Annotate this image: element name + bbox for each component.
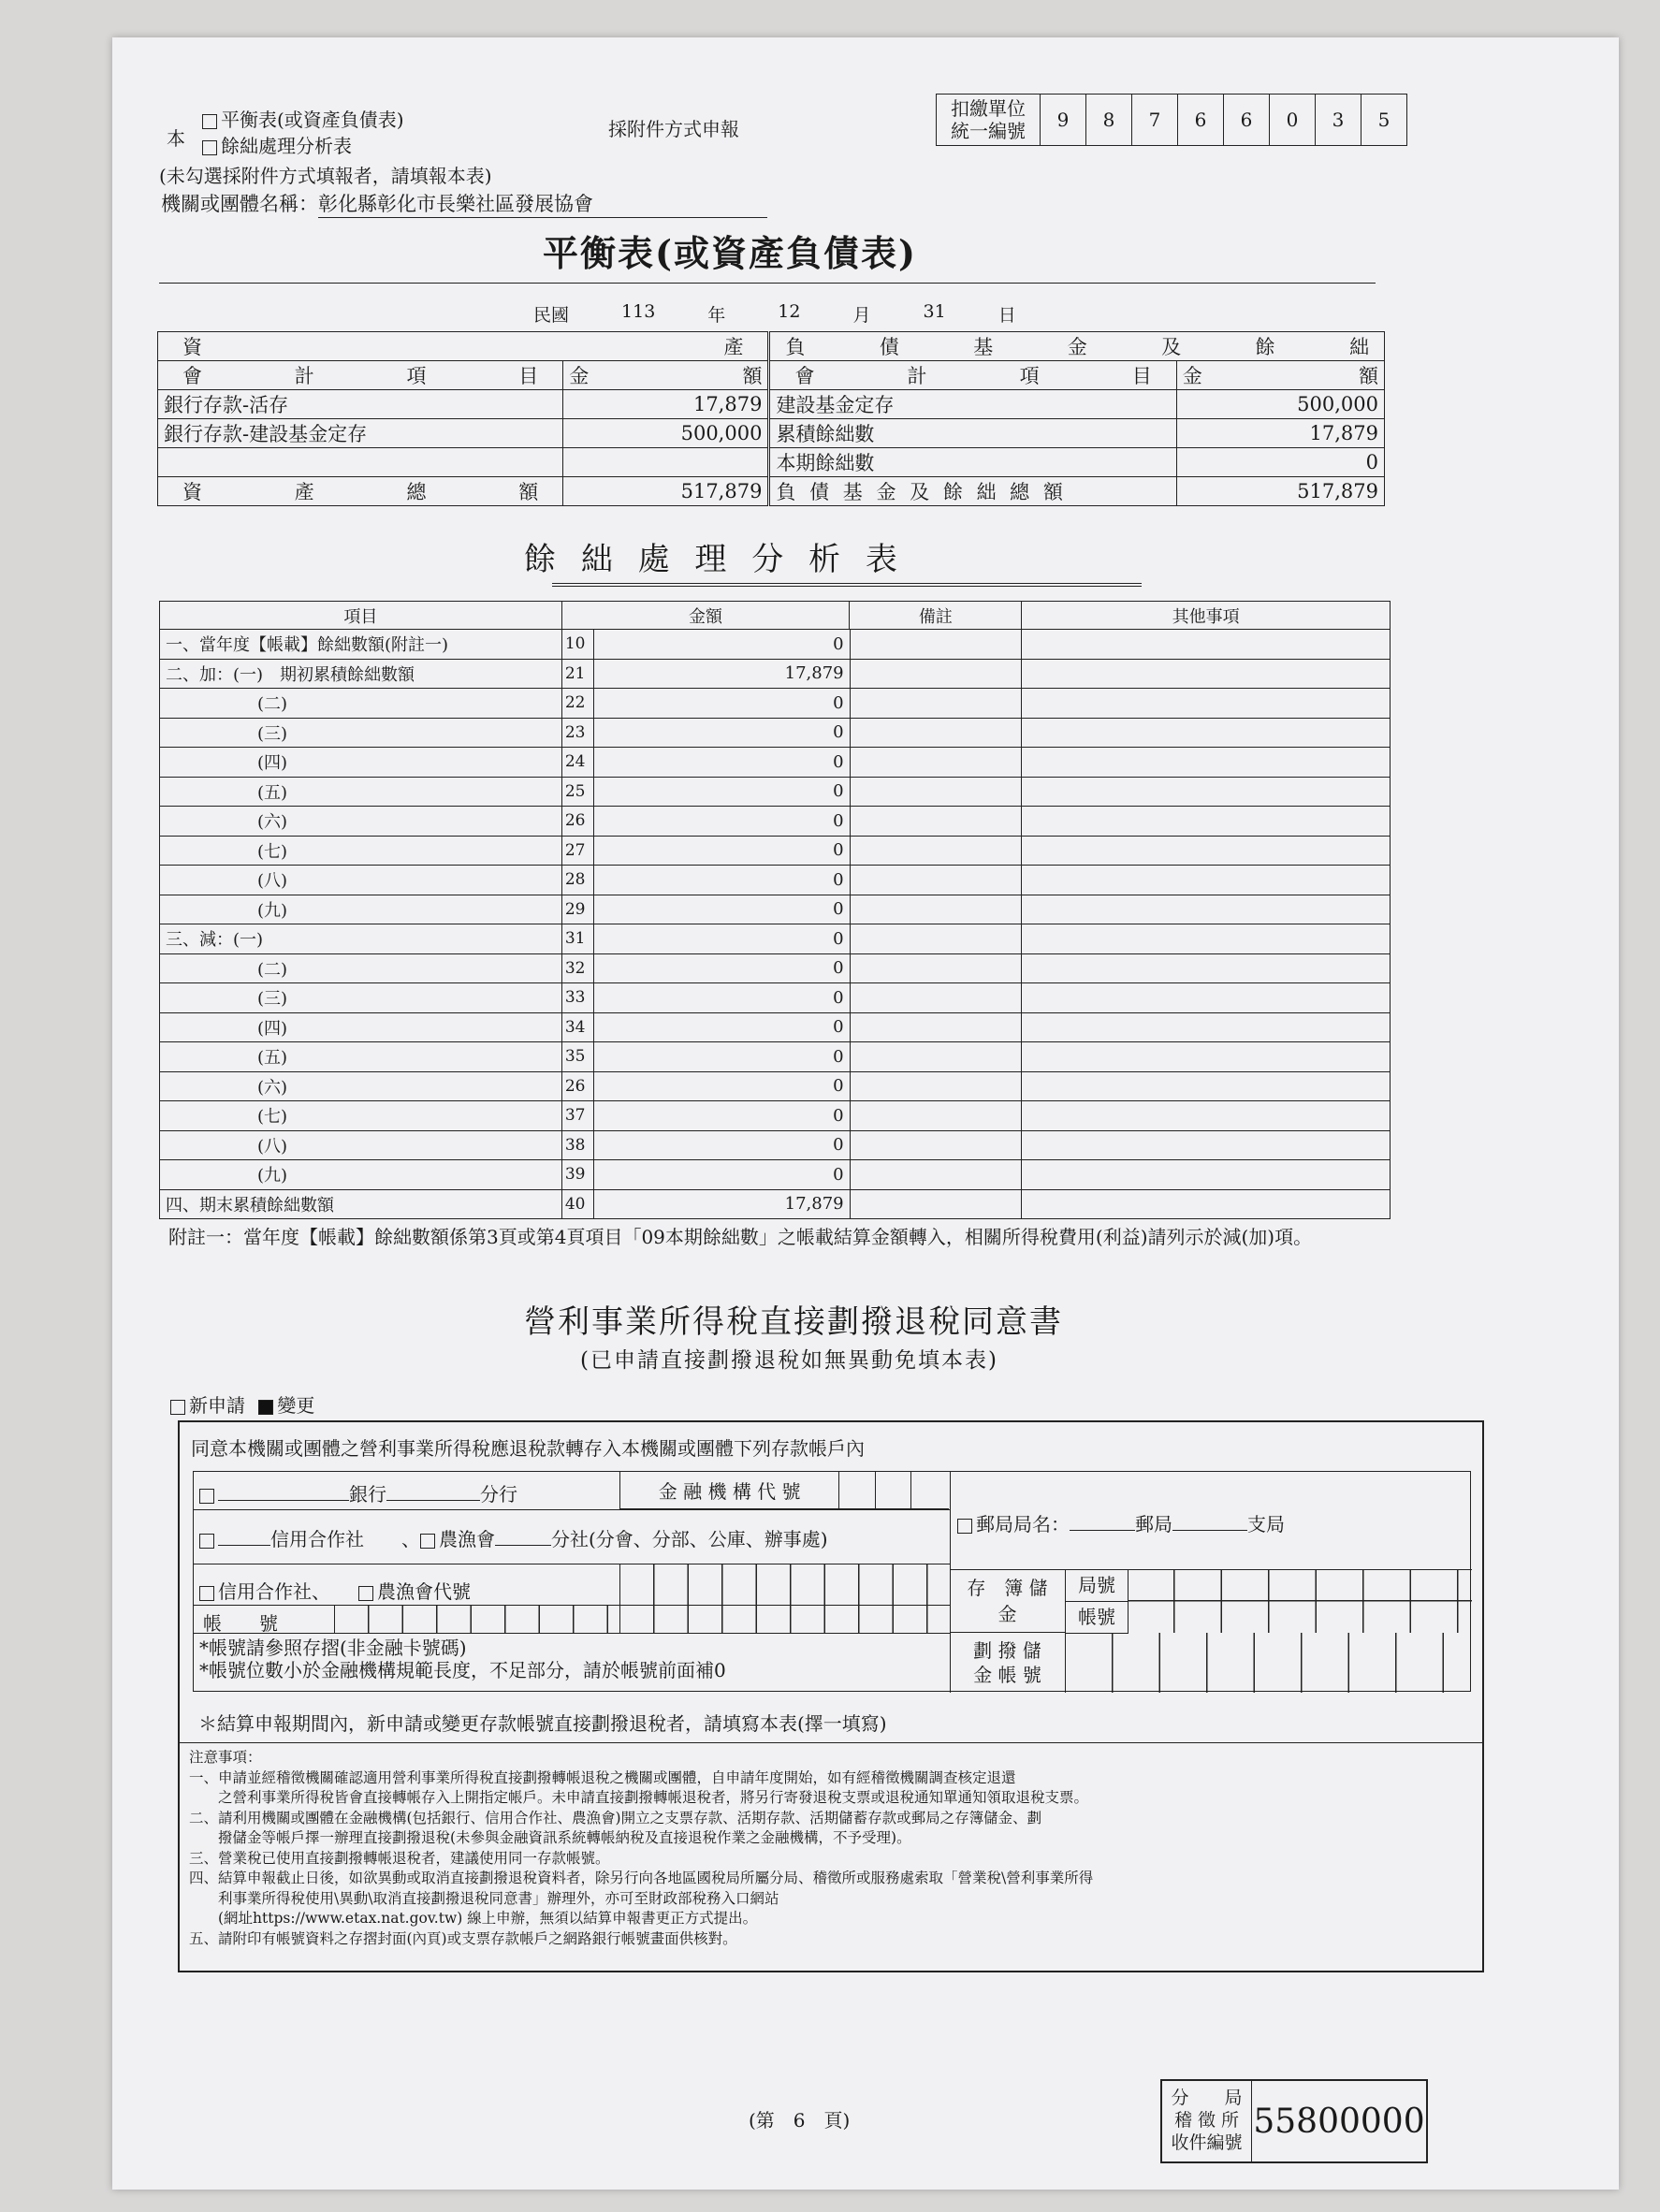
note-line: 四、結算申報截止日後，如欲異動或取消直接劃撥退稅資料者，除另行向各地區國稅局所屬分局、稽徵所或服務處索取「營業稅\營利事業所得: [189, 1870, 1094, 1886]
fin-code-label: 金 融 機 構 代 號: [619, 1472, 838, 1509]
surplus-amount[interactable]: 0: [593, 895, 850, 924]
surplus-code: 34: [561, 1012, 593, 1042]
surplus-other[interactable]: [1022, 1042, 1391, 1072]
surplus-remark[interactable]: [850, 866, 1022, 895]
surplus-code: 21: [561, 659, 593, 689]
post-line: 郵局局名： 郵局 支局: [957, 1509, 1285, 1536]
surplus-other[interactable]: [1022, 689, 1391, 719]
surplus-amount[interactable]: 0: [593, 689, 850, 719]
surplus-row: [160, 659, 1391, 689]
passbook-label: 存 簿 儲 金: [950, 1569, 1066, 1633]
surplus-other[interactable]: [1022, 1189, 1391, 1219]
receipt-box: [1160, 2079, 1428, 2163]
assets-header: 資 產: [158, 332, 769, 361]
note-line: 一、申請並經稽徵機關確認適用營利事業所得稅直接劃撥轉帳退稅之機關或團體，自申請年度開始，如有經稽徵機關調查核定退還: [189, 1768, 1016, 1786]
consent-title: 營利事業所得稅直接劃撥退稅同意書: [524, 1303, 1063, 1341]
liab-header: 負 債 基 金 及 餘 絀: [769, 332, 1385, 361]
prefix-text: 本: [167, 127, 185, 150]
page-number: (第 6 頁): [749, 2109, 851, 2132]
surplus-row: [160, 1101, 1391, 1131]
taxid-digit[interactable]: 9: [1041, 95, 1086, 146]
amount-header: 金 額: [563, 361, 769, 390]
receipt-label: 分 局 稽 徵 所 收件編號: [1162, 2081, 1252, 2161]
surplus-amount[interactable]: 0: [593, 630, 850, 660]
surplus-row: [160, 748, 1391, 778]
checkbox-icon[interactable]: [358, 1586, 373, 1601]
surplus-item: 一、當年度【帳載】餘絀數額(附註一): [160, 630, 562, 660]
surplus-item: (五): [160, 1042, 562, 1072]
surplus-item: (六): [160, 807, 562, 837]
liab-amount[interactable]: 17,879: [1176, 419, 1384, 448]
asset-name[interactable]: [158, 448, 563, 477]
surplus-row: [160, 953, 1391, 983]
fin-code-area: [619, 1472, 949, 1509]
col-item: 項目: [160, 602, 562, 630]
divider: [180, 1742, 1482, 1743]
title-divider: [159, 283, 1376, 284]
balance-row: [158, 419, 1385, 448]
surplus-remark[interactable]: [850, 689, 1022, 719]
checkbox-icon[interactable]: [202, 114, 217, 129]
surplus-title-underline: [552, 583, 1142, 587]
surplus-item: (二): [160, 689, 562, 719]
assets-total[interactable]: 517,879: [563, 477, 769, 506]
bank-left: [194, 1472, 951, 1693]
surplus-amount[interactable]: 0: [593, 1042, 850, 1072]
liab-name[interactable]: 建設基金定存: [769, 390, 1176, 419]
surplus-row: [160, 630, 1391, 660]
surplus-row: [160, 689, 1391, 719]
asset-name[interactable]: 銀行存款-活存: [158, 390, 563, 419]
surplus-amount[interactable]: 0: [593, 1160, 850, 1190]
liab-name[interactable]: 累積餘絀數: [769, 419, 1176, 448]
taxid-digit[interactable]: 6: [1178, 95, 1224, 146]
surplus-amount[interactable]: 0: [593, 983, 850, 1013]
item-header: 會 計 項 目: [158, 361, 563, 390]
receipt-number[interactable]: 55800000: [1253, 2102, 1425, 2141]
surplus-item: (七): [160, 1101, 562, 1131]
option-surplus[interactable]: 餘絀處理分析表: [202, 131, 352, 158]
account-label: 帳 號: [203, 1612, 278, 1635]
surplus-row: [160, 1042, 1391, 1072]
account-digit-boxes[interactable]: [334, 1605, 620, 1633]
surplus-item: (三): [160, 718, 562, 748]
surplus-remark[interactable]: [850, 836, 1022, 866]
taxid-digit[interactable]: 0: [1270, 95, 1316, 146]
checkbox-icon[interactable]: [420, 1534, 435, 1549]
liab-total[interactable]: 517,879: [1176, 477, 1384, 506]
surplus-amount[interactable]: 0: [593, 924, 850, 954]
surplus-item: (二): [160, 953, 562, 983]
surplus-other[interactable]: [1022, 659, 1391, 689]
account-digit-boxes[interactable]: [619, 1564, 950, 1633]
office-no-label: 局號: [1066, 1569, 1129, 1602]
code-box[interactable]: [875, 1472, 911, 1509]
surplus-other[interactable]: [1022, 983, 1391, 1013]
surplus-row: [160, 1012, 1391, 1042]
checkbox-icon[interactable]: [199, 1534, 214, 1549]
surplus-other[interactable]: [1022, 836, 1391, 866]
balance-title: 平衡表(或資產負債表): [543, 232, 917, 274]
org-name-field[interactable]: 彰化縣彰化市長樂社區發展協會: [318, 189, 767, 218]
surplus-amount[interactable]: 17,879: [593, 659, 850, 689]
surplus-amount[interactable]: 0: [593, 748, 850, 778]
bank-name-field[interactable]: [218, 1500, 349, 1501]
surplus-code: 23: [561, 718, 593, 748]
note-line: 撥儲金等帳戶擇一辦理直接劃撥退稅(未參與金融資訊系統轉帳納稅及直接退稅作業之金融機構，不予受理)。: [189, 1829, 911, 1846]
surplus-other[interactable]: [1022, 807, 1391, 837]
surplus-item: 四、期末累積餘絀數額: [160, 1189, 562, 1219]
taxid-table: [936, 94, 1407, 146]
surplus-amount[interactable]: 0: [593, 1071, 850, 1101]
surplus-remark[interactable]: [850, 777, 1022, 807]
surplus-amount[interactable]: 0: [593, 718, 850, 748]
post-digit-boxes[interactable]: [1128, 1569, 1472, 1633]
bank-line: 銀行 分行: [199, 1479, 517, 1506]
surplus-other[interactable]: [1022, 866, 1391, 895]
liab-total-label: 負 債 基 金 及 餘 絀 總 額: [769, 477, 1176, 506]
divider: [194, 1509, 950, 1510]
surplus-item: (九): [160, 1160, 562, 1190]
liab-name[interactable]: 本期餘絀數: [769, 448, 1176, 477]
liab-amount[interactable]: 500,000: [1176, 390, 1384, 419]
surplus-item: (三): [160, 983, 562, 1013]
surplus-amount[interactable]: 0: [593, 953, 850, 983]
transfer-digit-boxes[interactable]: [1066, 1633, 1472, 1693]
surplus-amount[interactable]: 0: [593, 866, 850, 895]
surplus-item: 二、加：(一) 期初累積餘絀數額: [160, 659, 562, 689]
acct-no-label: 帳號: [1066, 1601, 1129, 1634]
surplus-remark[interactable]: [850, 953, 1022, 983]
surplus-item: 三、減：(一): [160, 924, 562, 954]
surplus-amount[interactable]: 0: [593, 1012, 850, 1042]
surplus-item: (八): [160, 1130, 562, 1160]
checkbox-icon[interactable]: [957, 1519, 972, 1534]
branch-name-field[interactable]: [386, 1500, 480, 1501]
note-text: (未勾選採附件方式填報者，請填報本表): [159, 165, 492, 187]
surplus-item: (四): [160, 1012, 562, 1042]
note-line: 之營利事業所得稅皆會直接轉帳存入上開指定帳戶。未申請直接劃撥轉帳退稅者，將另行寄發退稅支票或退稅通知單通知領取退稅支票。: [189, 1789, 1089, 1806]
footnote: 附註一：當年度【帳載】餘絀數額係第3頁或第4頁項目「09本期餘絀數」之帳載結算金額轉入，相關所得稅費用(利益)請列示於減(加)項。: [168, 1226, 1313, 1248]
surplus-amount[interactable]: 0: [593, 807, 850, 837]
star-note: ＊結算申報期間內，新申請或變更存款帳號直接劃撥退稅者，請填寫本表(擇一填寫): [198, 1712, 887, 1735]
surplus-code: 40: [561, 1189, 593, 1219]
asset-amount[interactable]: 500,000: [563, 419, 769, 448]
surplus-row: [160, 807, 1391, 837]
surplus-row: [160, 1189, 1391, 1219]
surplus-item: (五): [160, 777, 562, 807]
balance-row: [158, 390, 1385, 419]
asset-amount[interactable]: [563, 448, 769, 477]
surplus-other[interactable]: [1022, 924, 1391, 954]
balance-row: [158, 448, 1385, 477]
taxid-digit[interactable]: 5: [1361, 95, 1407, 146]
surplus-header-row: [160, 602, 1391, 630]
surplus-other[interactable]: [1022, 718, 1391, 748]
surplus-remark[interactable]: [850, 748, 1022, 778]
surplus-row: [160, 718, 1391, 748]
surplus-remark[interactable]: [850, 659, 1022, 689]
org-line: 機關或團體名稱：彰化縣彰化市長樂社區發展協會: [161, 189, 767, 218]
surplus-code: 26: [561, 1071, 593, 1101]
surplus-other[interactable]: [1022, 630, 1391, 660]
surplus-other[interactable]: [1022, 895, 1391, 924]
surplus-other[interactable]: [1022, 1160, 1391, 1190]
surplus-row: [160, 836, 1391, 866]
col-other: 其他事項: [1022, 602, 1391, 630]
surplus-code: 26: [561, 807, 593, 837]
surplus-other[interactable]: [1022, 777, 1391, 807]
surplus-body: [159, 629, 1391, 1219]
checkbox-icon[interactable]: [199, 1586, 214, 1601]
col-amount: 金額: [561, 602, 850, 630]
balance-total-row: [158, 477, 1385, 506]
account-notes: *帳號請參照存摺(非金融卡號碼) *帳號位數小於金融機構規範長度，不足部分，請於帳號前面補0: [199, 1637, 726, 1681]
surplus-row: [160, 777, 1391, 807]
taxid-digit[interactable]: 8: [1086, 95, 1132, 146]
surplus-other[interactable]: [1022, 748, 1391, 778]
surplus-code: 38: [561, 1130, 593, 1160]
surplus-item: (八): [160, 866, 562, 895]
checkbox-new[interactable]: [170, 1400, 185, 1415]
surplus-table: [159, 601, 1391, 630]
bank-area: [193, 1471, 1471, 1692]
surplus-row: [160, 983, 1391, 1013]
assets-total-label: 資 產 總 額: [158, 477, 563, 506]
surplus-code: 29: [561, 895, 593, 924]
consent-intro: 同意本機關或團體之營利事業所得稅應退稅款轉存入本機關或團體下列存款帳戶內: [191, 1437, 865, 1460]
surplus-code: 39: [561, 1160, 593, 1190]
taxid-label: 扣繳單位 統一編號: [937, 95, 1041, 146]
surplus-other[interactable]: [1022, 953, 1391, 983]
surplus-code: 22: [561, 689, 593, 719]
surplus-code: 33: [561, 983, 593, 1013]
surplus-amount[interactable]: 0: [593, 1101, 850, 1131]
surplus-remark[interactable]: [850, 924, 1022, 954]
consent-subtitle: (已申請直接劃撥退稅如無異動免填本表): [580, 1348, 998, 1373]
col-remark: 備註: [850, 602, 1022, 630]
surplus-code: 35: [561, 1042, 593, 1072]
sub-branch-field[interactable]: [1172, 1530, 1247, 1531]
option-balance[interactable]: 平衡表(或資產負債表): [202, 105, 404, 132]
asset-name[interactable]: 銀行存款-建設基金定存: [158, 419, 563, 448]
surplus-remark[interactable]: [850, 1012, 1022, 1042]
surplus-item: (四): [160, 748, 562, 778]
surplus-other[interactable]: [1022, 1012, 1391, 1042]
surplus-code: 10: [561, 630, 593, 660]
note-line: 二、請利用機關或團體在金融機構(包括銀行、信用合作社、農漁會)開立之支票存款、活期存款、活期儲蓄存款或郵局之存簿儲金、劃: [189, 1809, 1042, 1826]
surplus-row: [160, 924, 1391, 954]
balance-table: [157, 331, 1385, 506]
divider: [194, 1633, 950, 1634]
checkbox-icon[interactable]: [202, 140, 217, 155]
taxid-digit[interactable]: 7: [1132, 95, 1178, 146]
surplus-code: 27: [561, 836, 593, 866]
surplus-code: 25: [561, 777, 593, 807]
apply-options: 新申請 變更: [170, 1390, 314, 1418]
surplus-row: [160, 1071, 1391, 1101]
taxid-digit[interactable]: 3: [1316, 95, 1361, 146]
surplus-remark[interactable]: [850, 1130, 1022, 1160]
surplus-code: 37: [561, 1101, 593, 1131]
surplus-code: 24: [561, 748, 593, 778]
taxid-digit[interactable]: 6: [1224, 95, 1270, 146]
note-line: 利事業所得稅使用\異動\取消直接劃撥退稅同意書」辦理外，亦可至財政部稅務入口網站: [189, 1889, 779, 1907]
surplus-remark[interactable]: [850, 895, 1022, 924]
checkbox-change[interactable]: [258, 1400, 273, 1415]
transfer-label: 劃 撥 儲 金 帳 號: [950, 1633, 1066, 1693]
surplus-remark[interactable]: [850, 807, 1022, 837]
surplus-remark[interactable]: [850, 1042, 1022, 1072]
code-box[interactable]: [838, 1472, 875, 1509]
surplus-remark[interactable]: [850, 718, 1022, 748]
notes-title: 注意事項：: [189, 1749, 262, 1766]
surplus-remark[interactable]: [850, 1189, 1022, 1219]
consent-box: [178, 1420, 1484, 1972]
checkbox-icon[interactable]: [199, 1489, 214, 1504]
surplus-amount[interactable]: 0: [593, 777, 850, 807]
surplus-remark[interactable]: [850, 630, 1022, 660]
item-header: 會 計 項 目: [769, 361, 1176, 390]
note-line: 五、請附印有帳號資料之存摺封面(內頁)或支票存款帳戶之網路銀行帳號畫面供核對。: [189, 1929, 737, 1947]
surplus-item: (六): [160, 1071, 562, 1101]
code-box[interactable]: [910, 1472, 949, 1509]
surplus-remark[interactable]: [850, 983, 1022, 1013]
surplus-other[interactable]: [1022, 1130, 1391, 1160]
post-right: [950, 1472, 1472, 1693]
asset-amount[interactable]: 17,879: [563, 390, 769, 419]
note-line: (網址https://www.etax.nat.gov.tw) 線上申辦，無須以結算申報書更正方式提出。: [189, 1910, 758, 1927]
surplus-other[interactable]: [1022, 1101, 1391, 1131]
surplus-code: 32: [561, 953, 593, 983]
surplus-row: [160, 866, 1391, 895]
liab-amount[interactable]: 0: [1176, 448, 1384, 477]
surplus-item: (九): [160, 895, 562, 924]
attach-text: 採附件方式申報: [608, 118, 739, 140]
surplus-remark[interactable]: [850, 1071, 1022, 1101]
surplus-row: [160, 895, 1391, 924]
surplus-remark[interactable]: [850, 1160, 1022, 1190]
surplus-code: 31: [561, 924, 593, 954]
surplus-amount[interactable]: 0: [593, 836, 850, 866]
surplus-remark[interactable]: [850, 1101, 1022, 1131]
surplus-other[interactable]: [1022, 1071, 1391, 1101]
surplus-item: (七): [160, 836, 562, 866]
surplus-code: 28: [561, 866, 593, 895]
amount-header: 金 額: [1176, 361, 1384, 390]
date-line: 民國 113 年 12 月 31 日: [533, 301, 1016, 326]
notes-block: [189, 1748, 1093, 1949]
note-line: 三、營業稅已使用直接劃撥轉帳退稅者，建議使用同一存款帳號。: [189, 1849, 610, 1867]
coop-line: 信用合作社 、 農漁會 分社(分會、分部、公庫、辦事處): [199, 1524, 828, 1551]
surplus-amount[interactable]: 0: [593, 1130, 850, 1160]
surplus-title: 餘 絀 處 理 分 析 表: [524, 541, 905, 578]
form-page: [112, 37, 1619, 2190]
farm-code-line: 信用合作社、 農漁會代號: [199, 1577, 471, 1604]
surplus-amount[interactable]: 17,879: [593, 1189, 850, 1219]
surplus-row: [160, 1130, 1391, 1160]
surplus-row: [160, 1160, 1391, 1190]
post-name-field[interactable]: [1070, 1530, 1135, 1531]
